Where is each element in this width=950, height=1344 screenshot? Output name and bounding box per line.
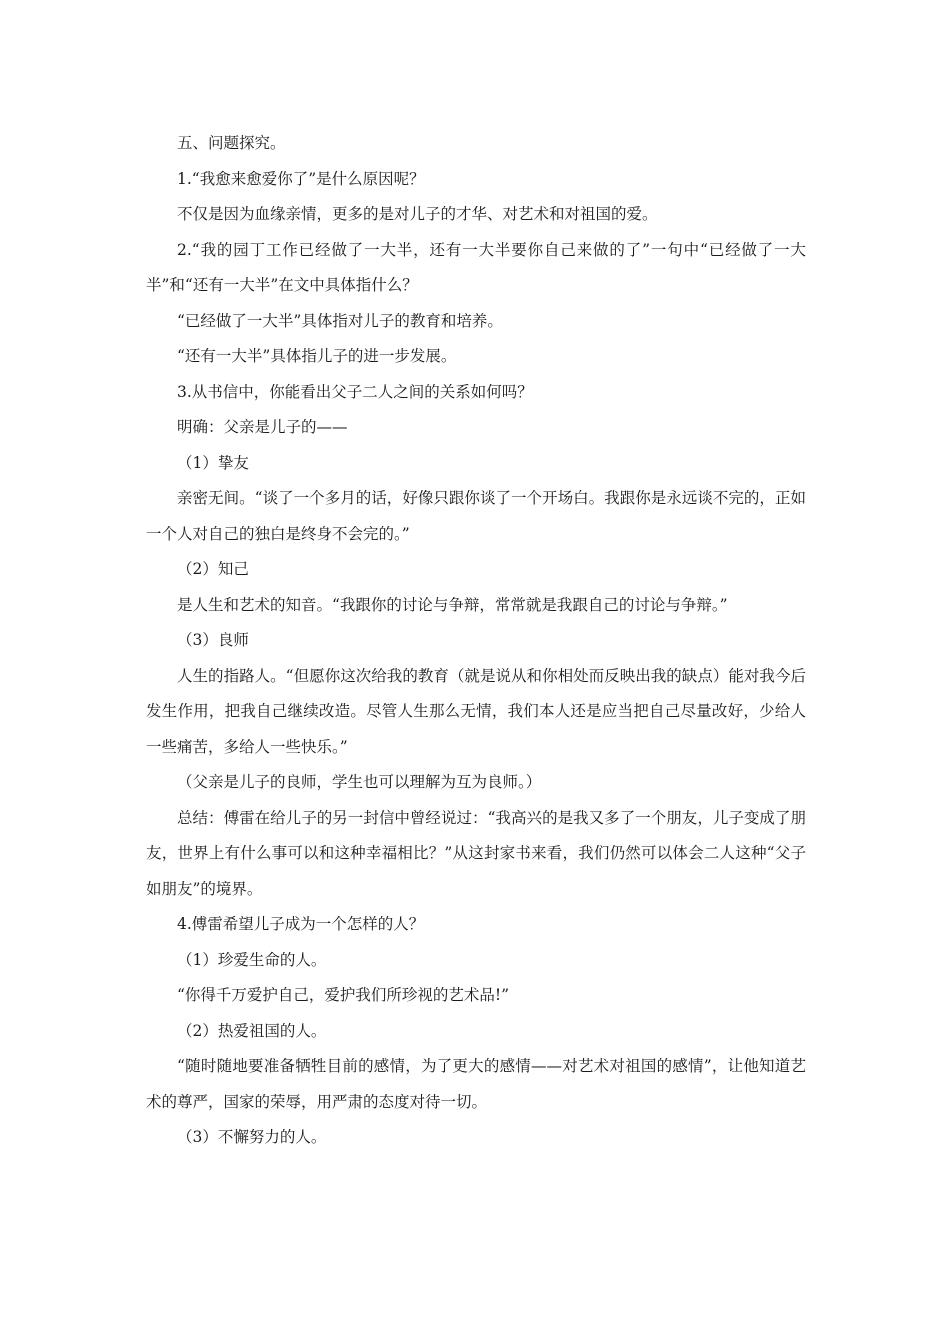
- question-4: 4.傅雷希望儿子成为一个怎样的人？: [177, 915, 425, 933]
- section-heading: 五、问题探究。: [177, 134, 286, 152]
- answer-3-intro: 明确：父亲是儿子的——: [177, 418, 348, 436]
- answer-4-item-2-title: （2）热爱祖国的人。: [177, 1021, 327, 1040]
- answer-3-item-2-text: 是人生和艺术的知音。“我跟你的讨论与争辩，常常就是我跟自己的讨论与争辩。”: [177, 595, 728, 614]
- question-3: 3.从书信中，你能看出父子二人之间的关系如何吗？: [177, 382, 533, 401]
- document-body: [146, 126, 806, 1156]
- answer-3-item-3-title: （3）良师: [177, 631, 249, 649]
- answer-1: 不仅是因为血缘亲情，更多的是对儿子的才华、对艺术和对祖国的爱。: [177, 205, 658, 223]
- answer-4-item-1-text: “你得千万爱护自己，爱护我们所珍视的艺术品!”: [177, 986, 510, 1004]
- answer-3-summary: 总结：傅雷在给儿子的另一封信中曾经说过：“我高兴的是我又多了一个朋友，儿子变成了朋友，世界上有什么事可以和这种幸福相比？”从这封家书来看，我们仍然可以体会二人这种“父子如朋友”的境界。: [146, 808, 806, 898]
- answer-4-item-3-title: （3）不懈努力的人。: [177, 1128, 327, 1146]
- answer-2b: “还有一大半”具体指儿子的进一步发展。: [177, 347, 457, 365]
- question-1: 1.“我愈来愈爱你了”是什么原因呢？: [177, 169, 425, 188]
- question-2: 2.“我的园丁工作已经做了一大半，还有一大半要你自己来做的了”一句中“已经做了一大半”和“还有一大半”在文中具体指什么？: [146, 240, 806, 294]
- answer-3-item-3-text: 人生的指路人。“但愿你这次给我的教育（就是说从和你相处而反映出我的缺点）能对我今后发生作用，把我自己继续改造。尽管人生那么无情，我们本人还是应当把自己尽量改好，少给人一些痛苦，多给人一些快乐。”: [146, 666, 806, 756]
- answer-2a: “已经做了一大半”具体指对儿子的教育和培养。: [177, 311, 503, 330]
- answer-4-item-2-text: “随时随地要准备牺牲目前的感情，为了更大的感情——对艺术对祖国的感情”，让他知道艺术的尊严，国家的荣辱，用严肃的态度对待一切。: [146, 1057, 806, 1111]
- answer-3-item-2-title: （2）知己: [177, 560, 249, 578]
- answer-3-item-1-text: 亲密无间。“谈了一个多月的话，好像只跟你谈了一个开场白。我跟你是永远谈不完的，正如一个人对自己的独白是终身不会完的。”: [146, 489, 806, 543]
- answer-3-note: （父亲是儿子的良师，学生也可以理解为互为良师。）: [177, 773, 542, 791]
- answer-3-item-1-title: （1）挚友: [177, 453, 249, 472]
- answer-4-item-1-title: （1）珍爱生命的人。: [177, 950, 327, 969]
